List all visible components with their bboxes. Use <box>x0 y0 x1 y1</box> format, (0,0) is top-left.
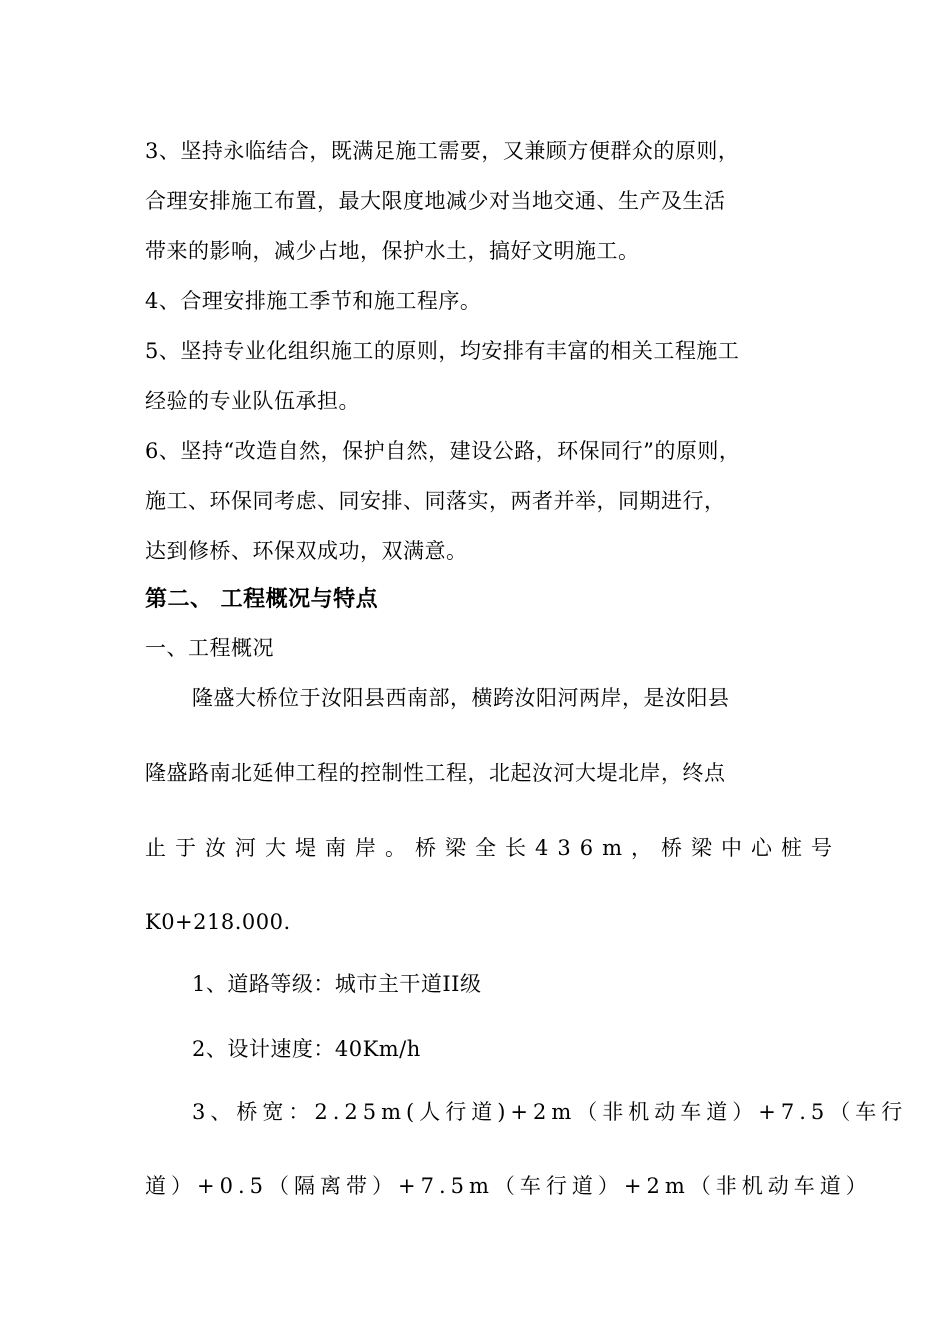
principle-5-line-2: 经验的专业队伍承担。 <box>145 389 360 413</box>
overview-line-2: 隆盛路南北延伸工程的控制性工程，北起汝河大堤北岸，终点 <box>145 761 726 785</box>
principle-6-line-2: 施工、环保同考虑、同安排、同落实，两者并举，同期进行， <box>145 489 726 513</box>
principle-3-line-1: 3、坚持永临结合，既满足施工需要，又兼顾方便群众的原则， <box>145 139 740 163</box>
subsection-heading: 一、工程概况 <box>145 636 274 660</box>
principle-5-line-1: 5、坚持专业化组织施工的原则，均安排有丰富的相关工程施工 <box>145 339 740 363</box>
item-road-grade: 1、道路等级：城市主干道II级 <box>192 972 482 996</box>
item-bridge-width-line-1: 3、桥宽：2.25m(人行道)+2m（非机动车道）+7.5（车行 <box>192 1100 908 1124</box>
principle-6-line-1: 6、坚持“改造自然，保护自然，建设公路，环保同行”的原则， <box>145 439 741 463</box>
item-bridge-width-line-2: 道）+0.5（隔离带）+7.5m（车行道）+2m（非机动车道） <box>145 1174 872 1198</box>
overview-line-1: 隆盛大桥位于汝阳县西南部，横跨汝阳河两岸，是汝阳县 <box>192 686 730 710</box>
principle-6-line-3: 达到修桥、环保双成功，双满意。 <box>145 539 468 563</box>
overview-line-3: 止于汝河大堤南岸。桥梁全长436m，桥梁中心桩号 <box>145 836 841 860</box>
principle-3-line-2: 合理安排施工布置，最大限度地减少对当地交通、生产及生活 <box>145 189 726 213</box>
item-design-speed: 2、设计速度：40Km/h <box>192 1037 421 1061</box>
principle-3-line-3: 带来的影响，减少占地，保护水土，搞好文明施工。 <box>145 239 640 263</box>
section-heading: 第二、 工程概况与特点 <box>145 587 379 612</box>
overview-line-4: K0+218.000. <box>145 910 291 934</box>
principle-4-line: 4、合理安排施工季节和施工程序。 <box>145 289 482 313</box>
